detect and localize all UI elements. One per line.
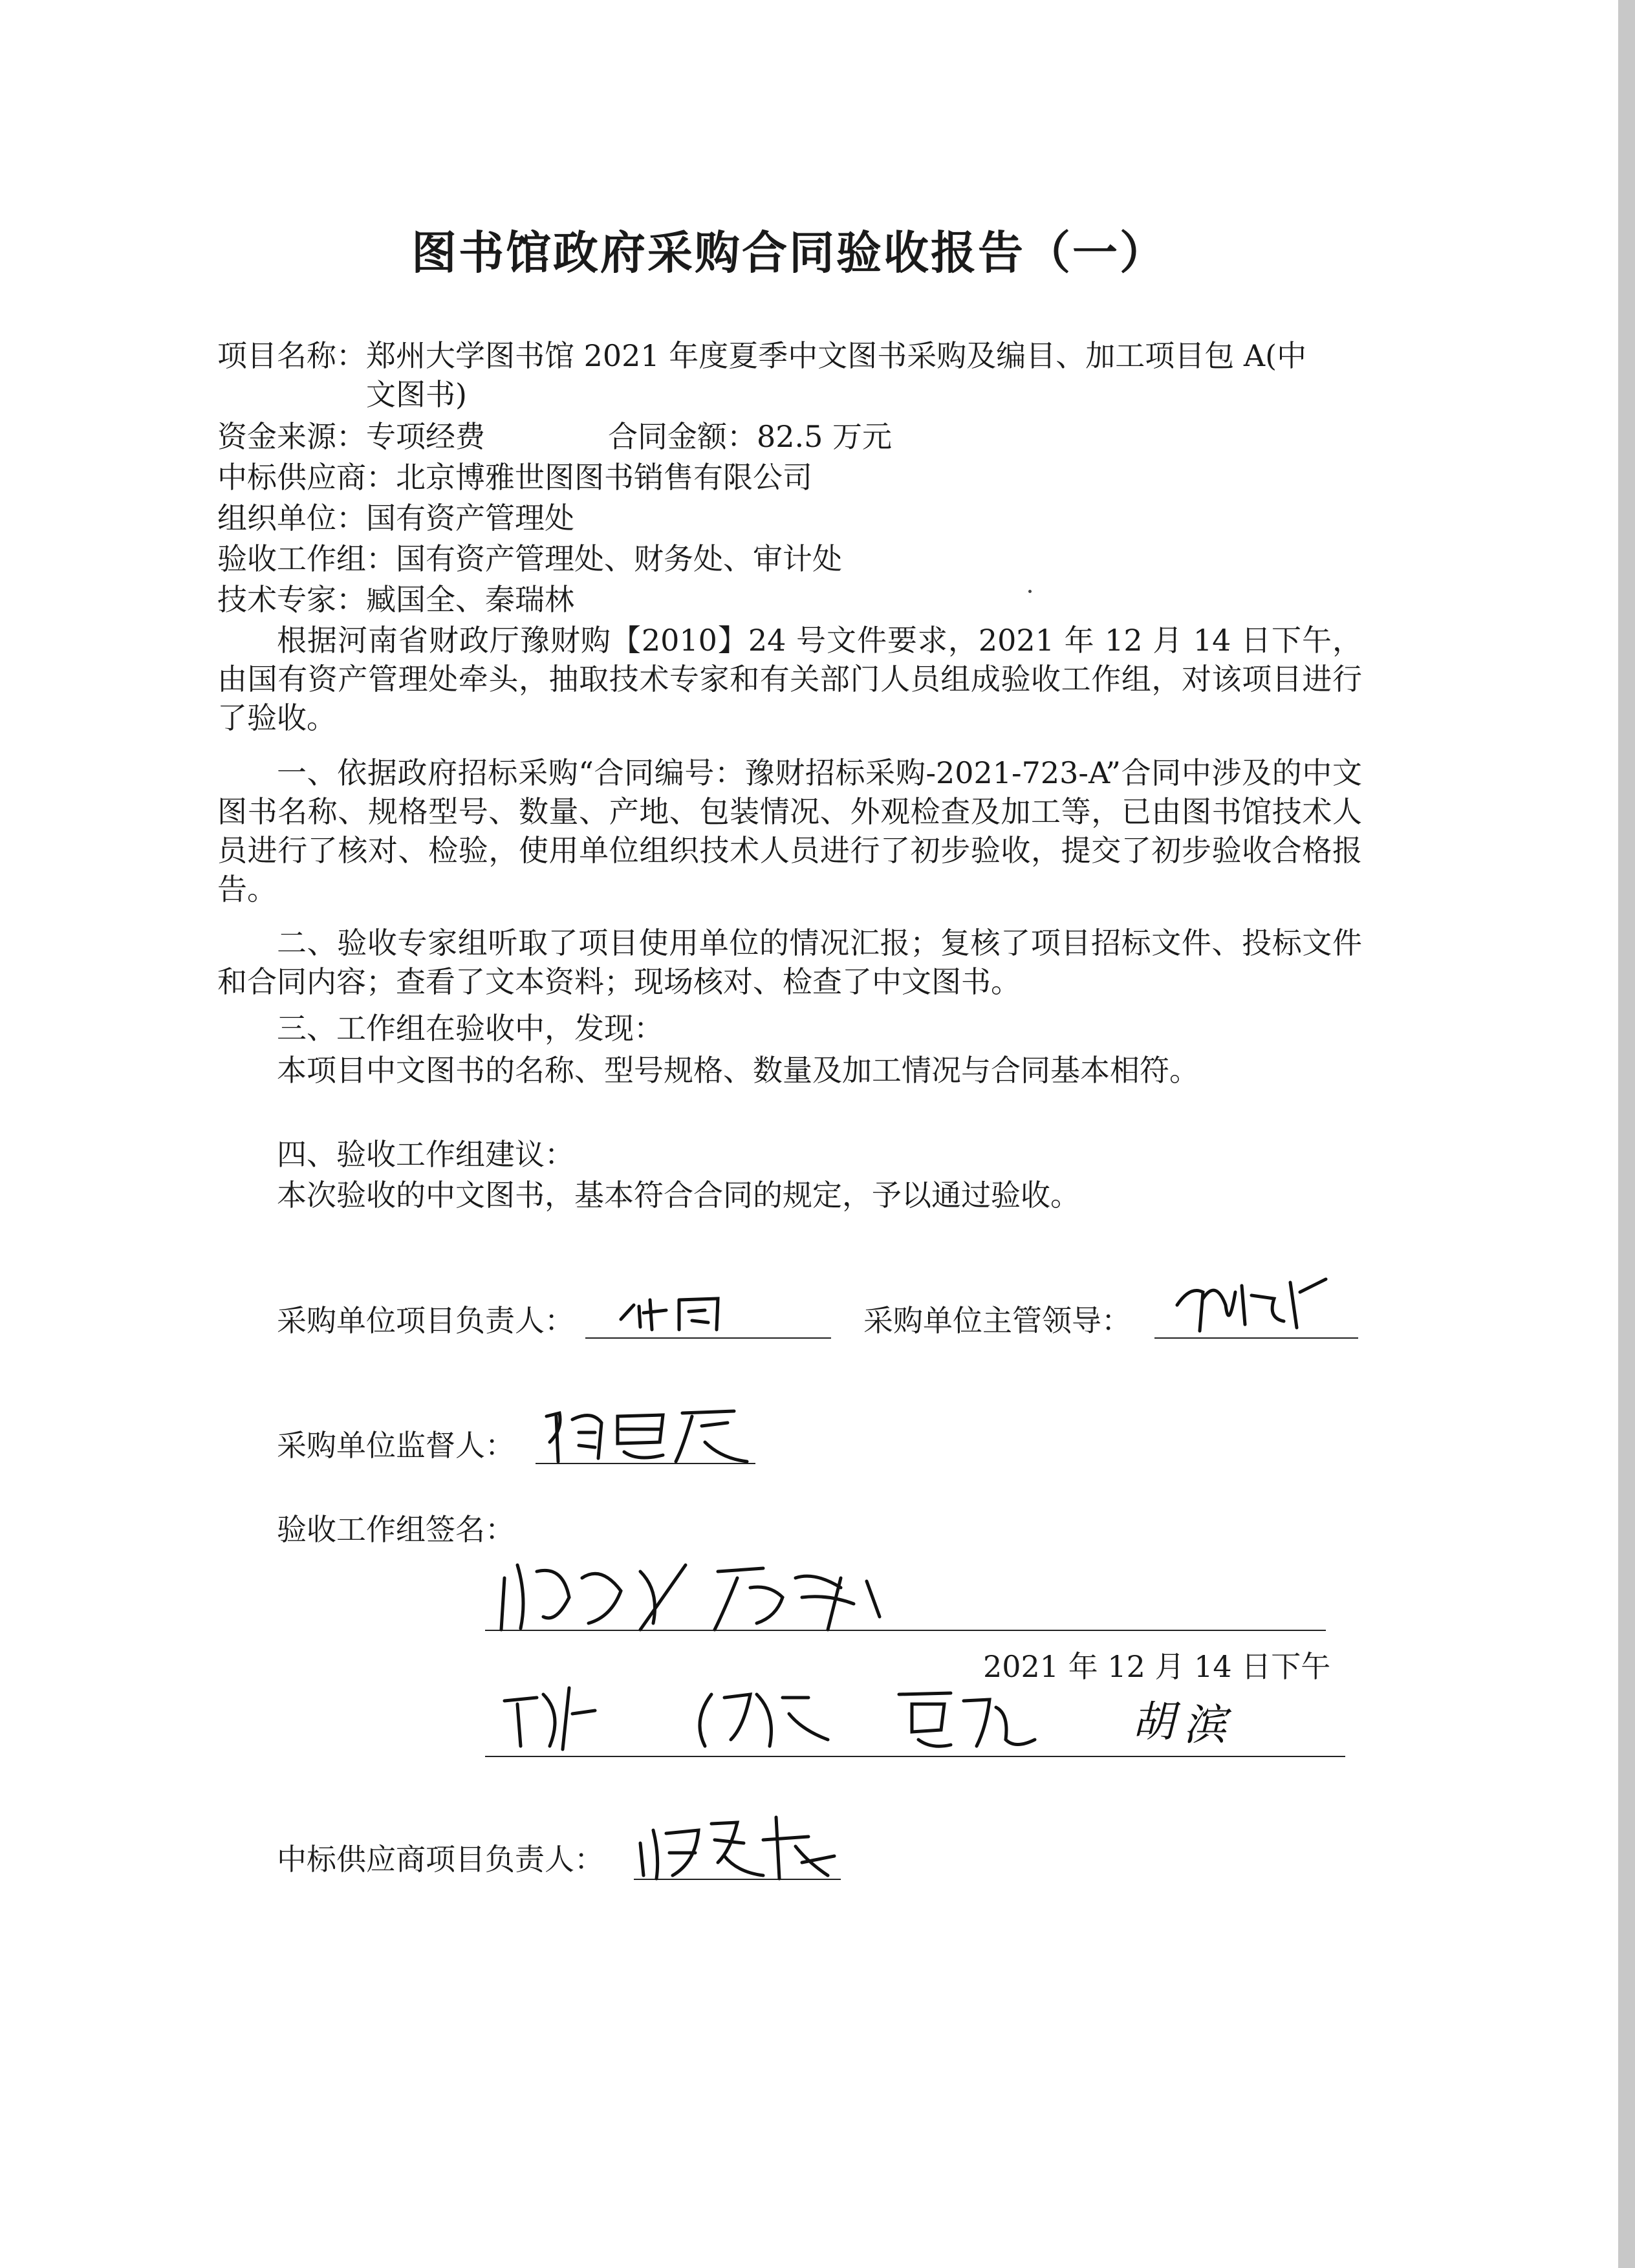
project-lead-label: 采购单位项目负责人：	[277, 1303, 574, 1338]
org-value: 国有资产管理处	[366, 501, 574, 535]
section-2-paragraph: 二、验收专家组听取了项目使用单位的情况汇报；复核了项目招标文件、投标文件和合同内容；查看了文本资料；现场核对、检查了中文图书。	[217, 925, 1362, 999]
experts-label: 技术专家：	[217, 582, 366, 617]
supplier-label: 中标供应商：	[217, 460, 396, 495]
report-date: 2021 年 12 月 14 日下午	[983, 1649, 1331, 1684]
supplier-lead-signature	[634, 1804, 854, 1888]
org-row	[217, 499, 574, 537]
supplier-row	[217, 458, 812, 497]
amount-row	[608, 417, 892, 456]
svg-text:胡: 胡	[1132, 1697, 1175, 1747]
scan-edge	[1618, 0, 1635, 2268]
team-signatures-row-1	[492, 1552, 1022, 1636]
supplier-lead-label: 中标供应商项目负责人：	[277, 1842, 604, 1877]
section-1-paragraph: 一、依据政府招标采购“合同编号：豫财招标采购-2021-723-A”合同中涉及的中文图书名称、规格型号、数量、产地、包装情况、外观检查及加工等，已由图书馆技术人员进行了核对、检验，使用单位组织技术人员进行了初步验收，提交了初步验收合格报告。	[217, 755, 1362, 907]
funding-label: 资金来源：	[217, 419, 366, 454]
team-value: 国有资产管理处、财务处、审计处	[396, 541, 842, 576]
project-name-label: 项目名称：	[217, 338, 366, 373]
intro-paragraph: 根据河南省财政厅豫财购【2010】24 号文件要求，2021 年 12 月 14 日下午，由国有资产管理处牵头，抽取技术专家和有关部门人员组成验收工作组，对该项目进行了验收。	[217, 623, 1362, 735]
org-label: 组织单位：	[217, 501, 366, 535]
monitor-signature	[540, 1397, 760, 1468]
scan-speck	[1028, 590, 1032, 593]
section-4-heading: 四、验收工作组建议：	[277, 1137, 574, 1172]
section-3-body: 本项目中文图书的名称、型号规格、数量及加工情况与合同基本相符。	[277, 1053, 1199, 1088]
monitor-label: 采购单位监督人：	[277, 1428, 515, 1463]
team-sign-label: 验收工作组签名：	[277, 1512, 515, 1547]
amount-value: 82.5 万元	[757, 419, 893, 454]
project-name-value: 郑州大学图书馆 2021 年度夏季中文图书采购及编目、加工项目包 A(中	[366, 338, 1307, 373]
experts-value: 臧国全、秦瑞林	[366, 582, 574, 617]
section-4-body: 本次验收的中文图书，基本符合合同的规定，予以通过验收。	[277, 1178, 1080, 1213]
team-label: 验收工作组：	[217, 541, 396, 576]
supervisor-leader-label: 采购单位主管领导：	[863, 1303, 1131, 1338]
experts-row	[217, 580, 574, 619]
project-lead-signature	[614, 1287, 757, 1339]
supervisor-leader-signature	[1164, 1273, 1358, 1337]
project-name-line1	[217, 336, 1306, 375]
funding-row	[217, 417, 485, 456]
team-signatures-row-2	[498, 1675, 1306, 1759]
team-row	[217, 539, 842, 578]
section-3-heading: 三、工作组在验收中，发现：	[277, 1011, 664, 1046]
amount-label: 合同金额：	[608, 419, 757, 454]
project-name-line2: 文图书)	[366, 377, 467, 412]
supplier-value: 北京博雅世图图书销售有限公司	[396, 460, 812, 495]
supervisor-leader-signature-line	[1154, 1337, 1358, 1339]
document-title: 图书馆政府采购合同验收报告（一）	[411, 226, 1167, 279]
funding-value: 专项经费	[366, 419, 485, 454]
svg-text:滨: 滨	[1184, 1700, 1226, 1750]
